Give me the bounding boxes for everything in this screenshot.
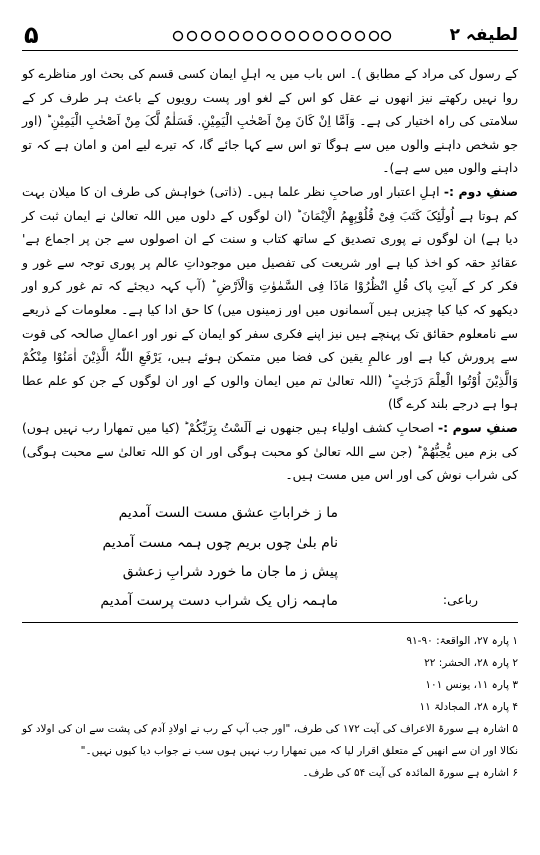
chapter-title: لطیفہ ۲ [449, 25, 518, 45]
rubai-line: ما ز خراباتِ عشق مست الست آمدیم [118, 505, 338, 521]
rubai-line: ماہمہ زاں یک شراب دست پرست آمدیم [100, 593, 338, 609]
paragraph-1 [22, 62, 518, 180]
page-header [22, 18, 518, 52]
paragraph-3 [22, 416, 518, 487]
rubai-title: رباعی: [442, 592, 478, 607]
header-rule [22, 50, 518, 51]
footnote: ۵ اشارہ ہے سورۃ الاعراف کی آیت ۱۷۲ کی طرف، "اور جب آپ کے رب نے اولادِ آدم کی پشت سے ان کی اولاد کو نکالا اور ان سے انھیں کے متعلق اقرار لیا کہ میں تمھارا رب نہیں ہوں سب نے جواب دیا کیوں نہیں۔" [22, 723, 518, 757]
paragraph-2 [22, 180, 518, 416]
footnote: ۲ پارہ ۲۸، الحشر: ۲۲ [424, 657, 518, 669]
paragraph-text: کے رسول کی مراد کے مطابق )۔ اس باب میں یہ اہلِ ایمان کسی قسم کی بحث اور مناظرے کو روا نہیں رکھتے نیز انھوں نے عقل کو اس کے لغو اور پست رویوں کے باعث ہر طرف کر کے سلامتی کی راہ اختیار کی ہے۔ وَاَمَّا اِنْ کَانَ مِنْ اَصْحٰبِ الْیَمِیْنِ. فَسَلٰمٌ لَّکَ مِنْ اَصْحٰبِ الْیَمِیْنِ ؕ (اور جو شخص داہنے والوں میں سے ہوگا تو اس سے کہا جائے گا، کہ تیرے لیے امن و امان ہے کہ تو داہنے والوں میں سے ہے)۔ [22, 66, 518, 176]
paragraph-text: اہلِ اعتبار اور صاحبِ نظر علما ہیں۔ (ذاتی) خواہش کی طرف ان کا میلان بہت کم ہوتا ہے اُولٰٓئِکَ کَتَبَ فِیْ قُلُوْبِھِمُ الْاِیْمَانَ ؕ (ان لوگوں کے دلوں میں اللہ تعالیٰ نے ایمان ثبت کر دیا ہے) ان لوگوں نے پوری تصدیق کے ساتھ کتاب و سنت کے ان اصولوں سے جن پر اجماع ہے' عقائدِ حقہ کو اخذ کیا ہے اور شریعت کی تفصیل میں موجوداتِ عالم پر پوری توجہ سے غور و فکر کر کے آیتِ پاک قُلِ انْظُرُوْا مَاذَا فِی السَّمٰوٰتِ وَالْاَرْضِ ؕ (آپ کہہ دیجئے کہ تم غور کرو اور دیکھو کہ کیا کیا چیزیں ہیں آسمانوں میں اور زمینوں میں) کا حق ادا کیا ہے۔ معلومات کے ذریعے سے نامعلوم حقائق تک پہنچے ہیں نیز اپنے فکری سفر کو ایمان کے نور اور اعمالِ صالحہ کی قوت سے پرورش کیا ہے اور عالمِ یقین کی فضا میں متمکن ہوئے ہیں، یَرْفَعِ اللّٰہُ الَّذِیْنَ اٰمَنُوْا مِنْکُمْ وَالَّذِیْنَ اُوْتُوا الْعِلْمَ دَرَجٰتٍ ؕ (اللہ تعالیٰ تم میں ایمان والوں کے اور ان لوگوں کے جن کو علم عطا ہوا ہے درجے بلند کرے گا) [22, 183, 518, 412]
paragraph-text: اصحابِ کشف اولیاء ہیں جنھوں نے اَلَسْتُ بِرَبِّکُمْ ؕ (کیا میں تمھارا رب نہیں ہوں) کی بزم میں یُّحِبُّھُمْ ؕ (جن سے اللہ تعالیٰ کو محبت ہوگی اور ان کو اللہ تعالیٰ سے محبت ہوگی) کی شراب نوش کی اور اس میں مست ہیں۔ [22, 419, 518, 483]
footnote: ۴ پارہ ۲۸، المجادلۃ ۱۱ [419, 701, 518, 713]
paragraph-lead: صنفِ سوم :- [437, 419, 518, 435]
rubai-line: نام بلیٰ چوں بریم چوں ہمہ مست آمدیم [102, 535, 338, 551]
footnotes [22, 630, 518, 784]
body-text [22, 62, 518, 487]
footnote: ۱ پارہ ۲۷، الواقعۃ: ۹۰-۹۱ [406, 635, 518, 647]
paragraph-lead: صنفِ دوم :- [443, 183, 519, 199]
rubai-line: پیش ز ما جان ما خورد شرابِ زعشق [122, 564, 338, 580]
footnote: ۶ اشارہ ہے سورۃ المائدہ کی آیت ۵۴ کی طرف۔ [302, 767, 518, 779]
page-number: ۵ [24, 21, 39, 49]
footnote: ۳ پارہ ۱۱، یونس ۱۰۱ [425, 679, 518, 691]
chain-ornament [172, 30, 392, 42]
footnote-rule [22, 622, 518, 623]
